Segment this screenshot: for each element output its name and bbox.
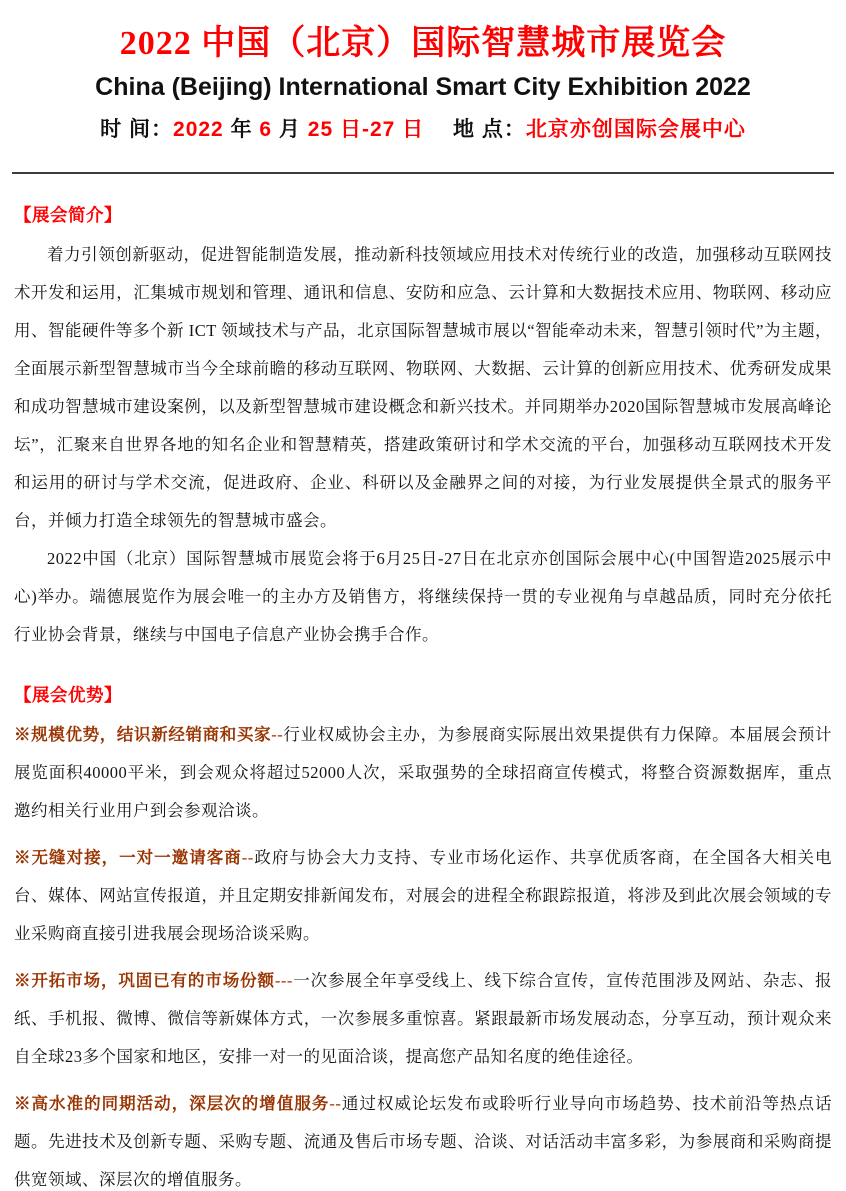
venue-value: 北京亦创国际会展中心	[525, 118, 746, 142]
advantage-paragraph-matchmaking	[14, 839, 832, 953]
section-advantages-heading: 【展会优势】	[14, 685, 122, 706]
header-divider	[12, 172, 834, 174]
advantage-text: 通过权威论坛发布或聆听行业导向市场趋势、技术前沿等热点话题。先进技术及创新专题、采购专题、流通及售后市场专题、洽谈、对话活动丰富多彩，为参展商和采购商提供宽领域、深层次的增值服务。	[14, 1094, 833, 1190]
time-year: 2022	[173, 118, 224, 142]
month-unit: 月	[272, 118, 308, 142]
time-days: 25 日-27 日	[307, 118, 425, 142]
advantage-paragraph-services	[14, 1085, 832, 1191]
section-intro	[14, 202, 832, 654]
lead-dash: --	[241, 848, 254, 868]
lead-dash: ---	[274, 971, 293, 991]
year-unit: 年	[223, 118, 260, 142]
advantage-lead-matchmaking: ※无缝对接，一对一邀请客商	[14, 848, 242, 868]
section-intro-heading: 【展会简介】	[14, 205, 122, 226]
section-advantages	[14, 682, 832, 1191]
advantage-lead-market: ※开拓市场，巩固已有的市场份额	[14, 971, 275, 991]
advantage-lead-services: ※高水准的同期活动，深层次的增值服务	[14, 1094, 330, 1114]
advantage-lead-scale: ※规模优势，结识新经销商和买家	[14, 725, 272, 745]
document-header	[14, 22, 832, 143]
venue-label: 地 点：	[424, 118, 526, 142]
lead-dash: --	[329, 1094, 342, 1114]
intro-paragraph-2: 2022中国（北京）国际智慧城市展览会将于6月25日-27日在北京亦创国际会展中心(中国智造2025展示中心)举办。端德展览作为展会唯一的主办方及销售方，将继续保持一贯的专业视角与卓越品质，同时充分依托行业协会背景，继续与中国电子信息产业协会携手合作。	[14, 549, 832, 645]
page-subtitle: China (Beijing) International Smart City Exhibition 2022	[95, 73, 751, 102]
advantage-paragraph-scale	[14, 716, 832, 830]
advantage-text: 一次参展全年享受线上、线下综合宣传，宣传范围涉及网站、杂志、报纸、手机报、微博、微信等新媒体方式，一次参展多重惊喜。紧跟最新市场发展动态，分享互动，预计观众来自全球23多个国家和地区，安排一对一的见面洽谈，提高您产品知名度的绝佳途径。	[14, 971, 833, 1067]
time-label: 时 间：	[100, 118, 174, 142]
advantage-text: 政府与协会大力支持、专业市场化运作、共享优质客商，在全国各大相关电台、媒体、网站宣传报道，并且定期安排新闻发布，对展会的进程全称跟踪报道，将涉及到此次展会领域的专业采购商直接引进我展会现场洽谈采购。	[14, 848, 833, 944]
intro-paragraph-1: 着力引领创新驱动，促进智能制造发展，推动新科技领域应用技术对传统行业的改造，加强移动互联网技术开发和运用，汇集城市规划和管理、通讯和信息、安防和应急、云计算和大数据技术应用、物联网、移动应用、智能硬件等多个新 ICT 领域技术与产品，北京国际智慧城市展以“智能牵动未来，智慧引领时代”为主题，全面展示新型智慧城市当今全球前瞻的移动互联网、物联网、大数据、云计算的创新应用技术、优秀研发成果和成功智慧城市建设案例，以及新型智慧城市建设概念和新兴技术。并同期举办2020国际智慧城市发展高峰论坛”，汇聚来自世界各地的知名企业和智慧精英，搭建政策研讨和学术交流的平台，加强移动互联网技术开发和运用的研讨与学术交流，促进政府、企业、科研以及金融界之间的对接，为行业发展提供全景式的服务平台，并倾力打造全球领先的智慧城市盛会。	[14, 245, 832, 531]
advantage-paragraph-market	[14, 962, 832, 1076]
page-title: 2022 中国（北京）国际智慧城市展览会	[119, 25, 727, 62]
date-venue-line	[14, 113, 832, 143]
time-month: 6	[259, 118, 273, 142]
lead-dash: --	[271, 725, 284, 745]
advantage-text: 行业权威协会主办，为参展商实际展出效果提供有力保障。本届展会预计展览面积40000平米，到会观众将超过52000人次，采取强势的全球招商宣传模式，将整合资源数据库，重点邀约相关行业用户到会参观洽谈。	[14, 725, 833, 821]
